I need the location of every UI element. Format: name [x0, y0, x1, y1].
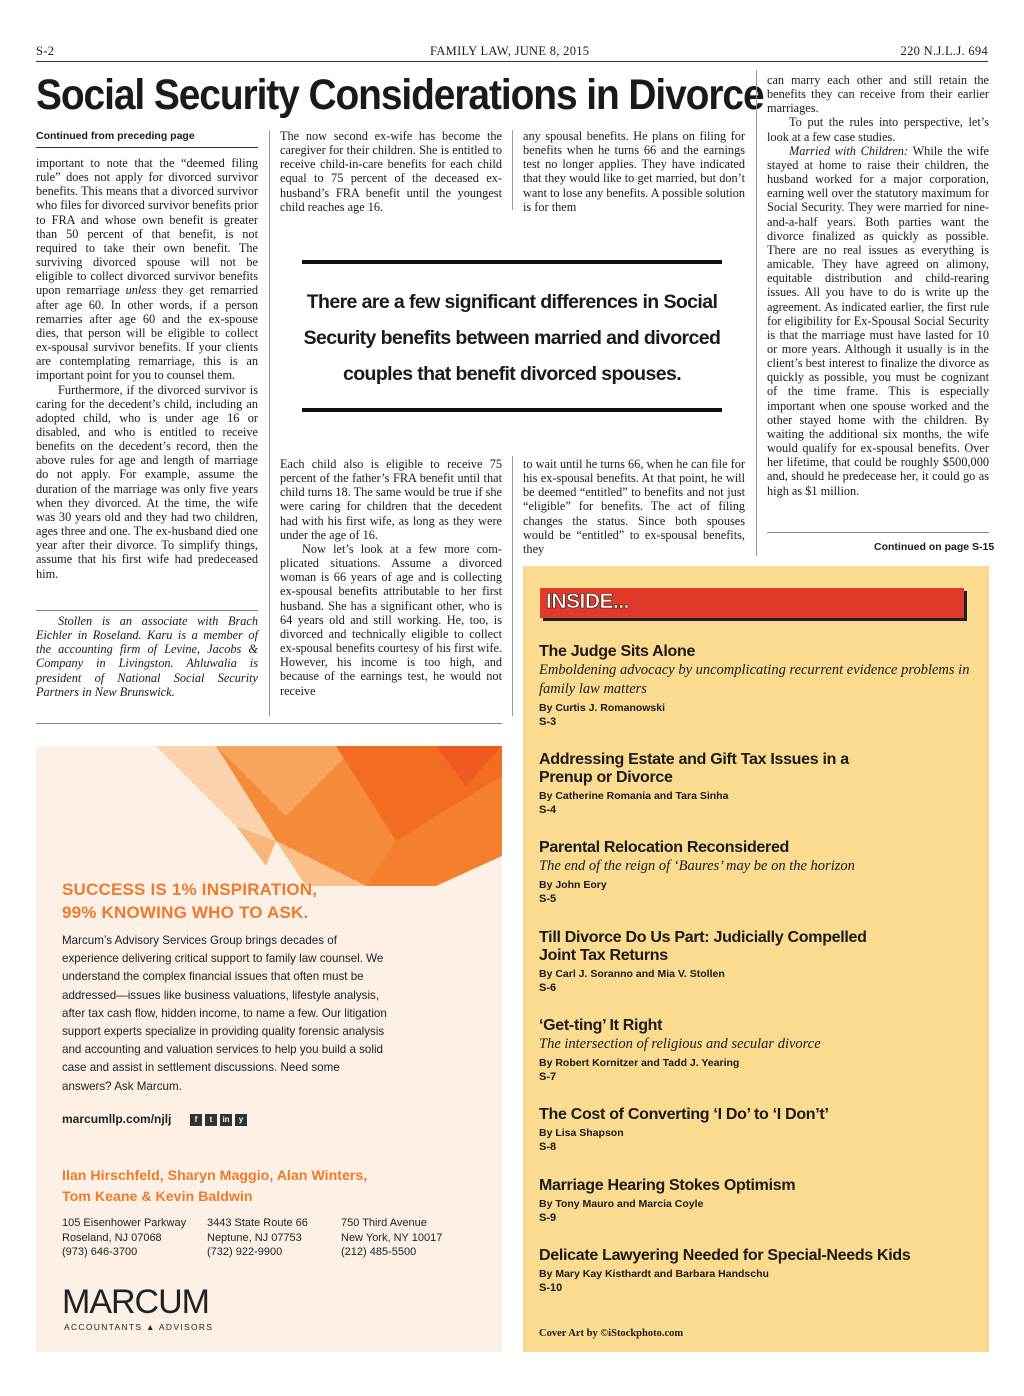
col2-paragraph-1: Each child also is eligible to receive 75 percent of the father’s FRA benefit until that child turns 18. The same would be true if she were caring for children that the decedent had with his first wife, as long as they were under the age of 16. — [280, 457, 502, 542]
pull-quote-bottom-bar — [302, 408, 722, 412]
inside-entry[interactable]: Parental Relocation Reconsidered The end of the reign of ‘Baures’ may be on the horizon By John Eory S-5 — [539, 839, 855, 905]
pull-quote-top-bar — [302, 260, 722, 264]
col1-text-b: they get remarried after age 60. In other words, if a person remarries after age 60 and the ex-spouse dies, that person will be eligible to collect ex-spousal survivor benefits. If your clients are contemplating remarriage, this is an important point for you to counsel them. — [36, 283, 258, 383]
article-column-1 — [36, 156, 258, 581]
author-note: Stollen is an associate with Brach Eichler in Roseland. Karu is a member of the accounting firm of Levine, Jacobs & Company in Livingston. Ahluwalia is president of National Social Security Partners in New Brunswick. — [36, 614, 258, 699]
ad-headline: SUCCESS IS 1% INSPIRATION, 99% KNOWING WHO TO ASK. — [62, 880, 318, 922]
column-divider — [269, 130, 270, 716]
linkedin-icon[interactable]: in — [220, 1114, 232, 1126]
ad-contact-names: Ilan Hirschfeld, Sharyn Maggio, Alan Winters, Tom Keane & Kevin Baldwin — [62, 1168, 368, 1205]
article-column-3-bottom: to wait until he turns 66, when he can file for his ex-spousal benefits. At that point, he will be deemed “entitled” to benefits and not just “eligible” for benefits. The act of filing changes the status. Since both spouses would be “entitled” to ex-spousal benefits, they — [523, 457, 745, 556]
column-divider — [512, 456, 513, 716]
author-rule — [36, 610, 258, 611]
col4-paragraph-3: While the wife stayed at home to raise their children, the husband worked for a major corporation, earning well over the statutory maximum for Social Security. They were married for nine-and-a-half years. Both parties want the divorce finalized as quickly as possible. There are no real issues as everything is amicable. They have agreed on alimony, equitable distribution and child-rearing issues. All you have to do is write up the agreement. As indicated earlier, the first rule for eligibility for Ex-Spousal Social Security is that the marriage must have lasted for 10 or more years. Although it usually is in the client’s best interest to finalize the divorce as quickly as possible, you must be cognizant of the time frame. This is especially important when one spouse worked and the other stayed home with the children. By waiting the additional six months, the wife would qualify for ex-spousal benefits. Over her lifetime, that could be roughly $500,000 and, should he predecease her, it could go as high as $1 million. — [767, 143, 990, 498]
section-date: FAMILY LAW, JUNE 8, 2015 — [430, 44, 590, 58]
article-column-2-top: The now second ex-wife has become the caregiver for their children. She is entitled to receive child-in-care benefits for each child equal to 75 percent of the deceased ex-husband’s FRA benefit until the youngest child reaches age 16. — [280, 129, 502, 214]
column-divider — [756, 70, 757, 556]
inside-entry[interactable]: Till Divorce Do Us Part: Judicially Compelled Joint Tax Returns By Carl J. Soranno and Mia V. Stollen S-6 — [539, 929, 867, 994]
youtube-icon[interactable]: y — [235, 1114, 247, 1126]
ad-website-link[interactable]: marcumllp.com/njlj — [62, 1112, 172, 1126]
article-column-4 — [767, 73, 989, 498]
facebook-icon[interactable]: f — [190, 1114, 202, 1126]
column-divider — [512, 130, 513, 210]
col1-rule — [36, 147, 258, 148]
inside-entry[interactable]: Marriage Hearing Stokes Optimism By Tony Mauro and Marcia Coyle S-9 — [539, 1177, 796, 1224]
continued-from-label: Continued from preceding page — [36, 130, 195, 142]
case-study-lead: Married with Children: — [789, 143, 909, 158]
col1-text-a: important to note that the “deemed filing rule” does not apply for divorced survivor benefits. This means that a divorced survivor who files for divorced survivor benefits prior to FRA and whose own benefit is greater than 50 percent of that benefit, is not required to take their own benefit. The surviving divorced spouse will not be eligible to collect divorced survivor benefits upon remarriage — [36, 156, 258, 298]
page-number: S-2 — [36, 44, 55, 58]
inside-tag: INSIDE... — [540, 588, 964, 618]
article-column-3-top: any spousal benefits. He plans on filing for benefits when he turns 66 and the earnings test no longer applies. They have indicated that they would like to get married, but don’t want to lose any benefits. A possible solution is for them — [523, 129, 746, 214]
article-bottom-rule — [36, 723, 502, 724]
office-address: 750 Third Avenue New York, NY 10017 (212) 485-5500 — [341, 1217, 443, 1258]
marcum-advertisement[interactable] — [36, 746, 502, 1352]
citation: 220 N.J.L.J. 694 — [900, 44, 988, 58]
header-rule — [36, 61, 988, 62]
orange-abstract-art — [36, 746, 502, 886]
inside-entry[interactable]: Addressing Estate and Gift Tax Issues in a Prenup or Divorce By Catherine Romania and Tara Sinha S-4 — [539, 751, 849, 816]
office-address: 3443 State Route 66 Neptune, NJ 07753 (732) 922-9900 — [207, 1217, 308, 1258]
col1-paragraph-2: Furthermore, if the divorced survivor is caring for the decedent’s child, including an adopted child, who is under age 16 or disabled, and who is entitled to receive benefits on the decedent’s record, then the above rules for age and length of marriage do not apply. For example, assume the duration of the marriage was only five years when they divorced. At the time, the wife was 30 years old and they had two children, ages three and one. The ex-husband died one year after their divorce. To simplify things, assume that his first wife had predeceased him. — [36, 382, 258, 581]
twitter-icon[interactable]: t — [205, 1114, 217, 1126]
pull-quote: There are a few significant differences in Social Security benefits between married and divorced couples that benefit divorced spouses. — [303, 291, 721, 385]
continued-rule — [767, 532, 989, 533]
marcum-logo: MARCUM — [62, 1283, 209, 1321]
col1-emphasis: unless — [125, 283, 157, 298]
inside-entry[interactable]: ‘Get-ting’ It Right The intersection of religious and secular divorce By Robert Kornitzer and Tadd J. Yearing S-7 — [539, 1017, 821, 1083]
cover-art-credit: Cover Art by ©iStockphoto.com — [539, 1328, 684, 1339]
inside-entry[interactable]: The Judge Sits Alone Emboldening advocacy by uncomplicating recurrent evidence problems in family law matters By Curtis J. Romanowski S-3 — [539, 643, 970, 728]
continued-on-label: Continued on page S-15 — [874, 541, 995, 553]
marcum-logo-tagline: ACCOUNTANTS ▲ ADVISORS — [64, 1322, 214, 1332]
office-address: 105 Eisenhower Parkway Roseland, NJ 07068 (973) 646-3700 — [62, 1217, 187, 1258]
article-column-2-bottom — [280, 457, 502, 698]
col4-paragraph-2: To put the rules into perspective, let’s look at a few case studies. — [767, 115, 989, 144]
col2-paragraph-2: Now let’s look at a few more complicated situations. Assume a divorced woman is 66 years of age and is collecting ex-spousal benefits attributable to her first husband. She has a significant other, who is 64 years old and still working. He, too, is divorced and technically eligible to collect ex-spousal benefits courtesy of his first wife. However, his income is too high, and because of the earnings test, he would not receive — [280, 541, 502, 698]
col4-paragraph-1: can marry each other and still retain the benefits they can receive from their earlier marriages. — [767, 73, 989, 116]
inside-entry[interactable]: The Cost of Converting ‘I Do’ to ‘I Don’t’ By Lisa Shapson S-8 — [539, 1106, 829, 1153]
ad-body-text: Marcum’s Advisory Services Group brings decades of experience delivering critical support to family law counsel. We understand the complex financial issues that often must be addressed—issues like business valuations, lifestyle analysis, after tax cash flow, hidden income, to name a few. Our litigation support experts specialize in providing quality forensic analysis and accounting and valuation services to help you build a solid case and assist in settlement discussions. Need some answers? Ask Marcum. — [62, 934, 387, 1093]
inside-entry[interactable]: Delicate Lawyering Needed for Special-Needs Kids By Mary Kay Kisthardt and Barbara Handschu S-10 — [539, 1247, 911, 1294]
article-title: Social Security Considerations in Divorce — [36, 71, 764, 119]
